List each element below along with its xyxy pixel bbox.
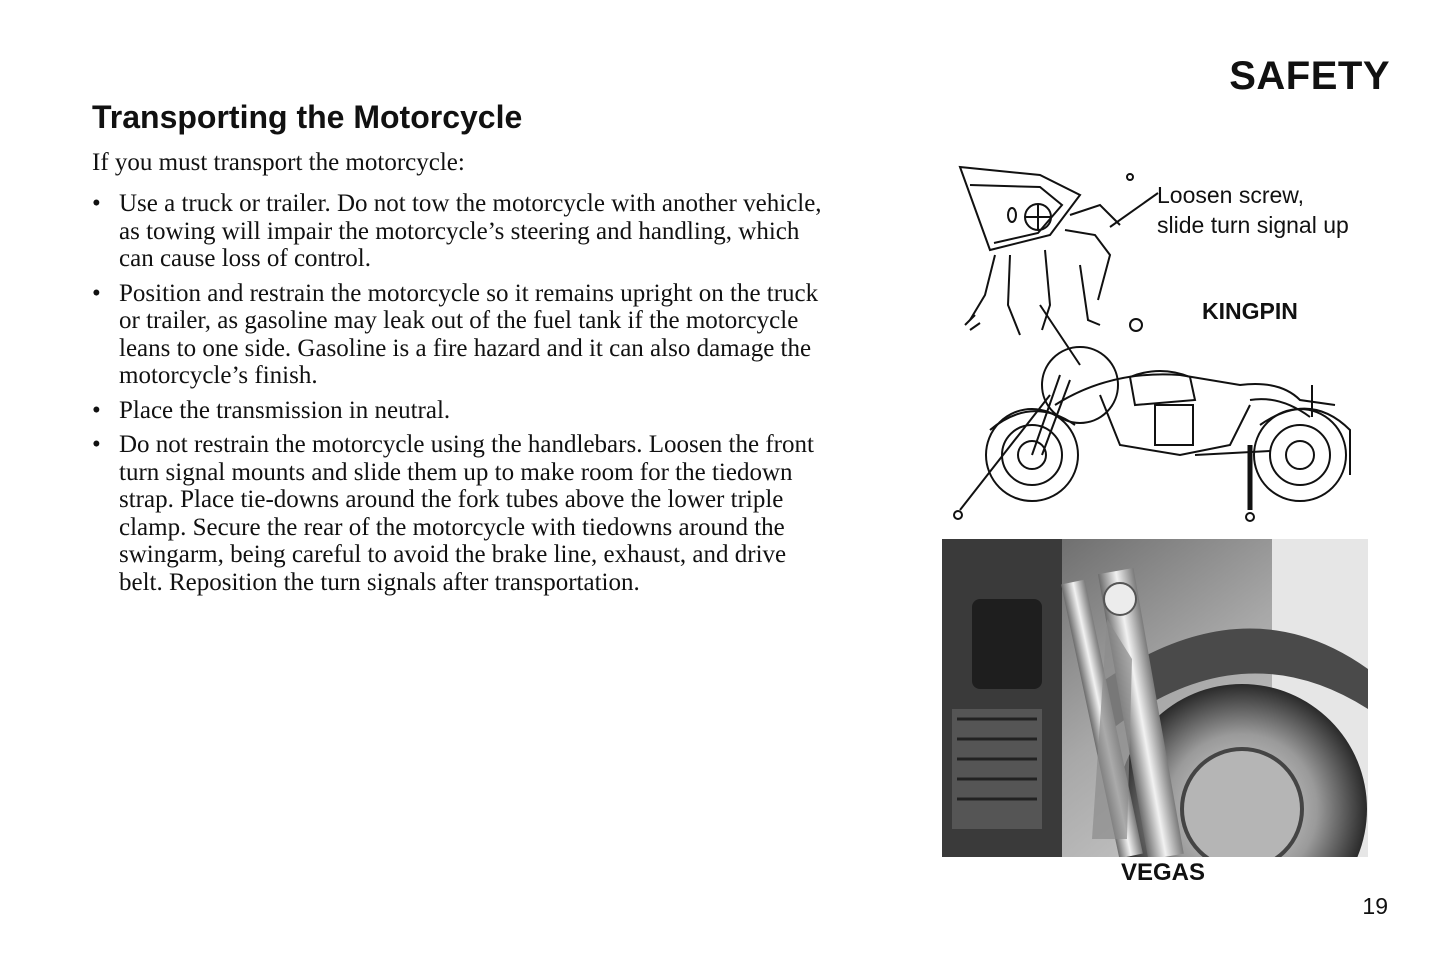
page-title: Transporting the Motorcycle: [92, 99, 523, 135]
list-item: [92, 190, 832, 273]
list-item-text: Position and restrain the motorcycle so it remains upright on the truck or trailer, as gasoline may leak out of the fuel tank if the motorcycle leans to one side. Gasoline is a fire hazard and it can also damage the motorcycle’s finish.: [119, 279, 819, 389]
kingpin-label: KINGPIN: [1202, 298, 1298, 324]
vegas-label: VEGAS: [1121, 859, 1206, 886]
section-header: SAFETY: [1229, 54, 1390, 98]
page-number: 19: [1362, 893, 1388, 919]
list-item: [92, 280, 832, 390]
fork-photo-graphic: [942, 539, 1368, 857]
vegas-fork-photo: [942, 539, 1368, 857]
instruction-list: [92, 190, 832, 603]
list-item-text: Use a truck or trailer. Do not tow the motorcycle with another vehicle, as towing will impair the motorcycle’s steering and handling, which can cause loss of control.: [119, 190, 822, 272]
callout-line: slide turn signal up: [1157, 212, 1349, 238]
intro-text: If you must transport the motorcycle:: [92, 149, 465, 176]
callout-line: Loosen screw,: [1157, 182, 1305, 208]
bullet-icon: •: [92, 190, 101, 217]
bullet-icon: •: [92, 396, 101, 424]
bullet-icon: •: [92, 279, 101, 307]
turn-signal-callout: [1157, 180, 1349, 240]
list-item-text: Do not restrain the motorcycle using the handlebars. Loosen the front turn signal mounts and slide them up to make room for the tiedown strap. Place tie-downs around the fork tubes above the lower triple clamp. Secure the rear of the motorcycle with tiedowns around the swingarm, being careful to avoid the brake line, exhaust, and drive belt. Reposition the turn signals after transportation.: [119, 431, 814, 596]
list-item: [92, 397, 832, 425]
list-item: [92, 431, 832, 596]
list-item-text: Place the transmission in neutral.: [119, 396, 451, 424]
bullet-icon: •: [92, 431, 101, 458]
